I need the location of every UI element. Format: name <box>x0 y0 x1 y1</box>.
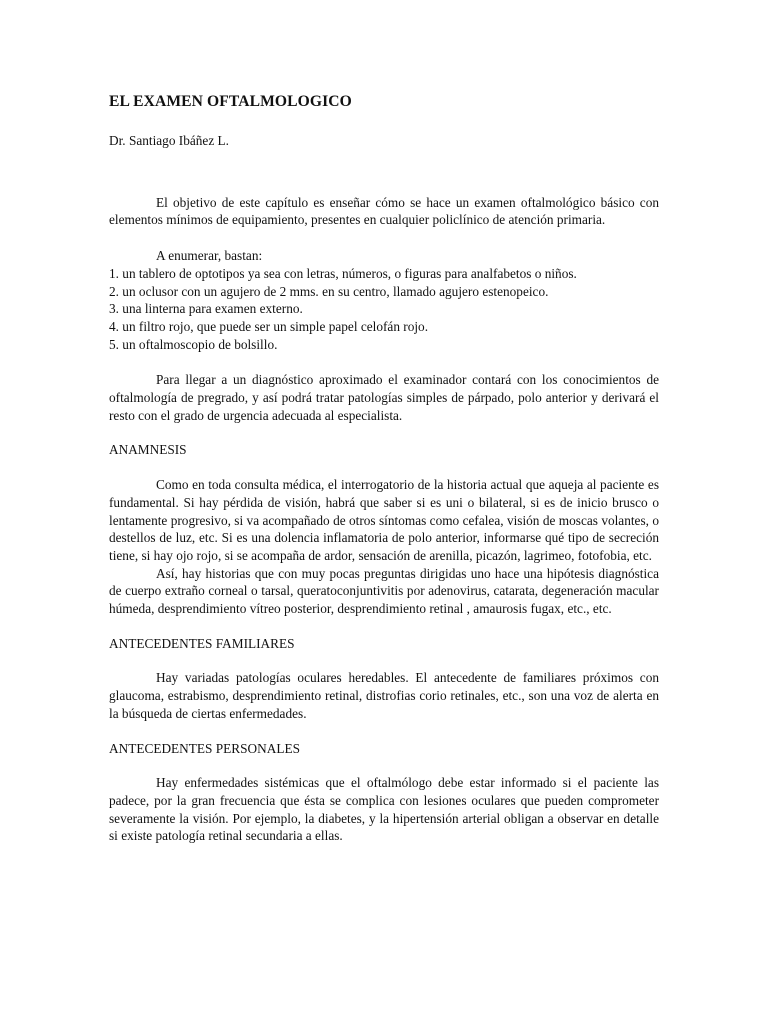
list-item: 1. un tablero de optotipos ya sea con letras, números, o figuras para analfabetos o niños. <box>109 265 577 281</box>
list-item: 5. un oftalmoscopio de bolsillo. <box>109 336 278 352</box>
author-line: Dr. Santiago Ibáñez L. <box>109 133 230 148</box>
familiares-paragraph: Hay variadas patologías oculares heredables. El antecedente de familiares próximos con glaucoma, estrabismo, desprendimiento retinal, distrofias corio retinales, etc., son una voz de alerta en la búsqueda de ciertas enfermedades. <box>109 670 659 721</box>
list-item: 2. un oclusor con un agujero de 2 mms. en su centro, llamado agujero estenopeico. <box>109 283 549 299</box>
list-intro: A enumerar, bastan: <box>156 248 263 264</box>
section-heading-anamnesis: ANAMNESIS <box>109 442 187 458</box>
list-item: 4. un filtro rojo, que puede ser un simple papel celofán rojo. <box>109 318 429 334</box>
list-item: 3. una linterna para examen externo. <box>109 301 303 317</box>
document-body <box>109 92 659 845</box>
document-title: EL EXAMEN OFTALMOLOGICO <box>109 93 352 110</box>
equipment-list <box>109 265 659 354</box>
anamnesis-paragraph-1: Como en toda consulta médica, el interrogatorio de la historia actual que aqueja al paciente es fundamental. Si hay pérdida de visión, habrá que saber si es uni o bilateral, si es de inicio brusco o lentamente progresivo, si va acompañado de otros síntomas como cefalea, visión de moscas volantes, o destellos de luz, etc. Si es una dolencia inflamatoria de polo anterior, informarse qué tipo de secreción tiene, si hay ojo rojo, si se acompaña de ardor, sensación de arenilla, picazón, lagrimeo, fotofobia, etc. <box>109 477 659 563</box>
anamnesis-paragraph-2: Así, hay historias que con muy pocas preguntas dirigidas uno hace una hipótesis diagnóstica de cuerpo extraño corneal o tarsal, queratoconjuntivitis por adenovirus, catarata, degeneración macular húmeda, desprendimiento vítreo posterior, desprendimiento retinal , amaurosis fugax, etc., etc. <box>109 565 659 617</box>
section-heading-antecedentes-familiares: ANTECEDENTES FAMILIARES <box>109 635 295 651</box>
section-heading-antecedentes-personales: ANTECEDENTES PERSONALES <box>109 740 300 756</box>
personales-paragraph: Hay enfermedades sistémicas que el oftalmólogo debe estar informado si el paciente las padece, por la gran frecuencia que ésta se complica con lesiones oculares que pueden comprometer severamente la visión. Por ejemplo, la diabetes, y la hipertensión arterial obligan a observar en detalle si existe patología retinal secundaria a ellas. <box>109 775 659 844</box>
intro-paragraph: El objetivo de este capítulo es enseñar cómo se hace un examen oftalmológico básico con elementos mínimos de equipamiento, presentes en cualquier policlínico de atención primaria. <box>109 194 659 228</box>
diagnosis-paragraph: Para llegar a un diagnóstico aproximado el examinador contará con los conocimientos de oftalmología de pregrado, y así podrá tratar patologías simples de párpado, polo anterior y derivará el resto con el grado de urgencia adecuada al especialista. <box>109 372 659 423</box>
